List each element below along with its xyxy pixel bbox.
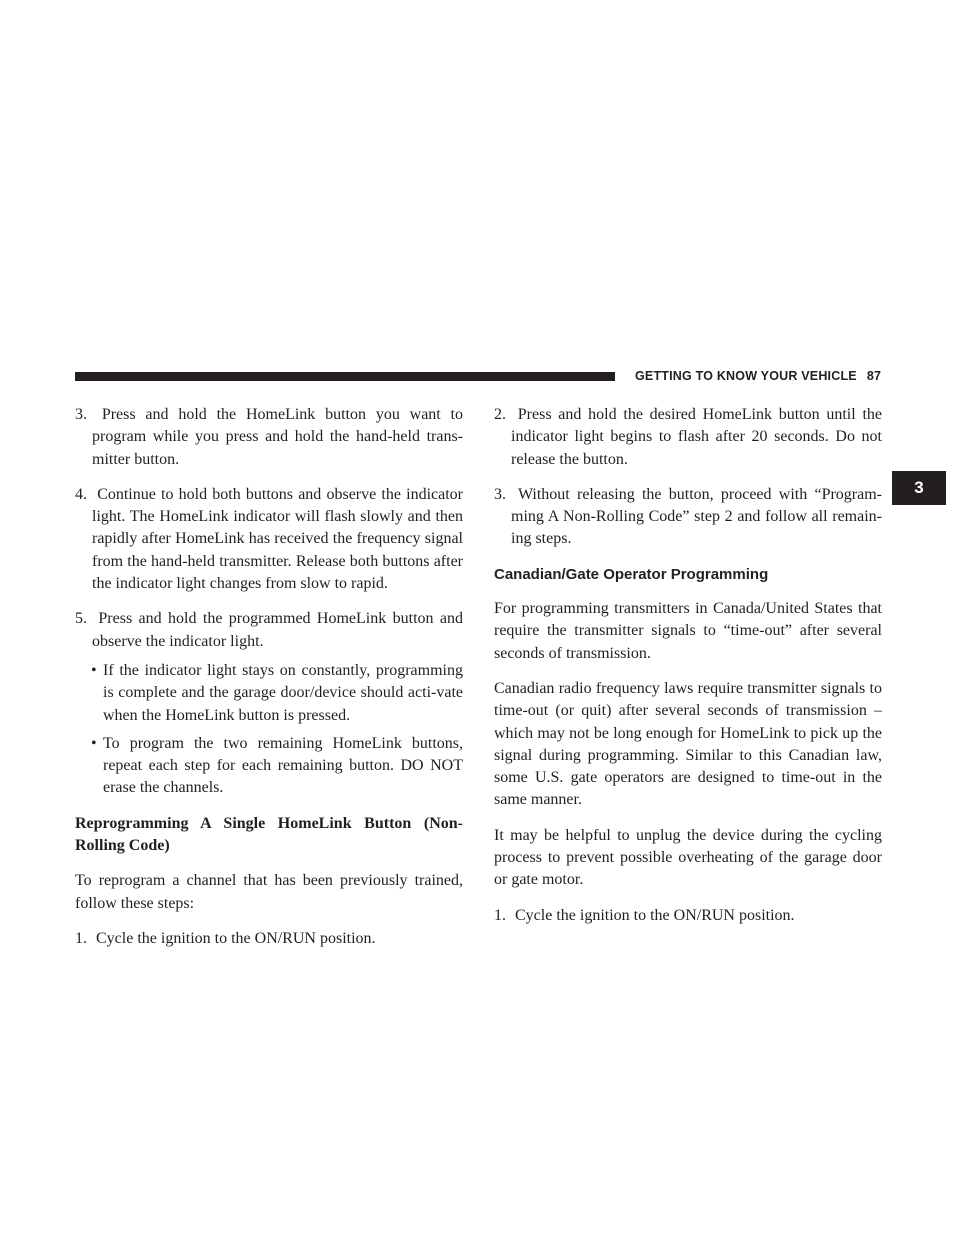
step-4 [75,484,463,595]
bullet-list [75,660,463,800]
running-header [635,369,881,383]
step-1 [75,928,463,950]
paragraph: It may be helpful to unplug the device during the cycling process to prevent possible overheating of the garage door or gate motor. [494,826,882,889]
left-column [75,404,463,963]
step-number: 3. [494,485,506,503]
step-1 [494,905,882,927]
step-text: Press and hold the desired HomeLink button until the indicator light begins to flash after 20 seconds. Do not release the button. [511,406,883,468]
header-rule [75,372,615,381]
step-number: 5. [75,610,87,628]
chapter-tab: 3 [892,471,946,505]
subheading: Reprogramming A Single HomeLink Button (Non-Rolling Code) [75,814,463,855]
step-number: 1. [75,929,87,947]
paragraph: For programming transmitters in Canada/United States that require the transmitter signals to “time-out” after several seconds of transmission. [494,600,882,662]
step-text: Cycle the ignition to the ON/RUN position. [515,906,795,924]
step-text: Press and hold the programmed HomeLink button and observe the indicator light. [92,610,464,650]
right-column [494,404,882,940]
paragraph: Canadian radio frequency laws require transmitter signals to time-out (or quit) after several seconds of transmission – which may not be long enough for HomeLink to pick up the signal during programming. Similar to this Canadian law, some U.S. gate operators are designed to time-out in the same manner. [494,679,882,809]
step-2 [494,404,882,471]
step-number: 1. [494,906,506,924]
page-number: 87 [866,369,882,383]
bullet-text: If the indicator light stays on constantly, programming is complete and the garage door/device should acti-vate when the HomeLink button is pressed. [103,661,463,724]
intro-paragraph: To reprogram a channel that has been previously trained, follow these steps: [75,872,463,912]
step-3 [75,404,463,471]
step-number: 2. [494,406,506,423]
bullet-item [75,660,463,727]
step-3 [494,484,882,551]
bullet-text: To program the two remaining HomeLink buttons, repeat each step for each remaining button. DO NOT erase the channels. [103,734,463,797]
step-number: 3. [75,406,87,423]
step-text: Press and hold the HomeLink button you want to program while you press and hold the hand-held trans-mitter button. [92,406,464,468]
step-number: 4. [75,485,87,503]
step-text: Without releasing the button, proceed with “Program-ming A Non-Rolling Code” step 2 and follow all remain-ing steps. [511,485,882,548]
step-5 [75,608,463,653]
bullet-icon: • [91,734,97,752]
step-text: Cycle the ignition to the ON/RUN position. [96,929,376,947]
section-title: GETTING TO KNOW YOUR VEHICLE [635,369,857,383]
bullet-icon: • [91,661,97,679]
step-text: Continue to hold both buttons and observe the indicator light. The HomeLink indicator will flash slowly and then rapidly after HomeLink has received the frequency signal from the hand-held transmitter. Release both buttons after the indicator light changes from slow to rapid. [92,485,464,593]
bullet-item [75,733,463,800]
section-heading: Canadian/Gate Operator Programming [494,565,769,583]
